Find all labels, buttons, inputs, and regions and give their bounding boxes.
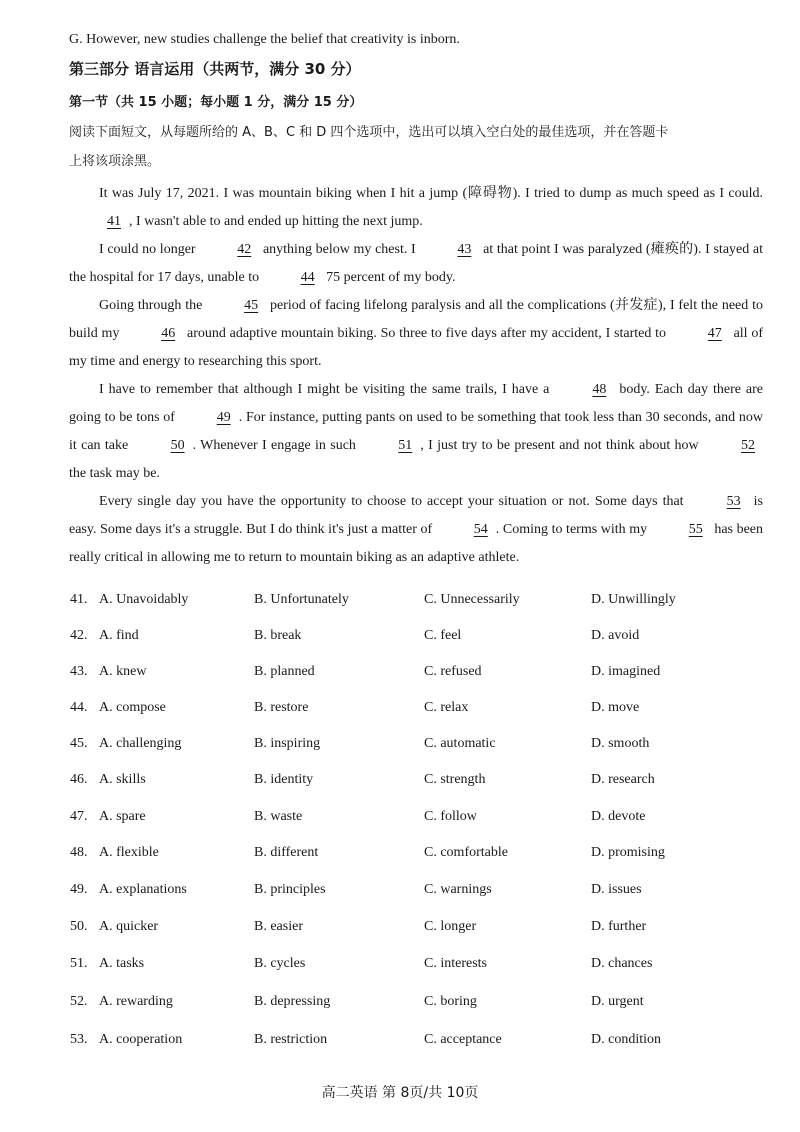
question-number: 47.: [70, 809, 88, 824]
paragraph-text: has been really critical in allowing me to return to mountain biking as an adaptive athlete.: [69, 522, 763, 565]
question-number: 52.: [70, 994, 88, 1009]
option-c: C. follow: [424, 809, 477, 824]
question-number: 45.: [70, 736, 88, 751]
instructions-line-1: 阅读下面短文，从每题所给的 A、B、C 和 D 四个选项中，选出可以填入空白处的最佳选项，并在答题卡: [69, 125, 669, 140]
option-c: C. longer: [424, 919, 477, 934]
paragraph-text: . Coming to terms with my: [495, 522, 648, 537]
option-a: A. quicker: [99, 919, 159, 934]
option-c: C. interests: [424, 956, 487, 971]
option-row-52: [0, 992, 800, 1012]
paragraph-text: is easy. Some days it's a struggle. But I do think it's just a matter of: [69, 494, 764, 537]
option-row-44: [0, 698, 800, 718]
option-a: A. flexible: [99, 845, 159, 860]
option-d: D. imagined: [591, 664, 661, 679]
paragraph-text: . For instance, putting pants on used to be something that took less than 30 seconds, and now it can take: [69, 410, 764, 453]
option-row-51: [0, 954, 800, 974]
option-d: D. move: [591, 700, 640, 715]
paragraph-5: [69, 488, 763, 572]
option-d: D. Unwillingly: [591, 592, 676, 607]
blank-53: 53: [726, 494, 741, 509]
option-d: D. urgent: [591, 994, 644, 1009]
option-a: A. tasks: [99, 956, 145, 971]
page-footer: 高二英语 第 8页/共 10页: [321, 1085, 479, 1101]
paragraph-text: Every single day you have the opportunity to choose to accept your situation or not. Some days that: [99, 494, 684, 509]
question-number: 49.: [70, 882, 88, 897]
blank-50: 50: [170, 438, 185, 453]
paragraph-text: . Whenever I engage in such: [192, 438, 356, 453]
option-a: A. Unavoidably: [99, 592, 189, 607]
question-number: 50.: [70, 919, 88, 934]
paragraph-text: anything below my chest. I: [262, 242, 416, 257]
option-row-43: [0, 662, 800, 682]
subsection-title: 第一节（共 15 小题；每小题 1 分，满分 15 分）: [69, 95, 363, 110]
option-d: D. promising: [591, 845, 665, 860]
option-a: A. compose: [99, 700, 166, 715]
question-number: 42.: [70, 628, 88, 643]
option-a: A. find: [99, 628, 139, 643]
option-c: C. automatic: [424, 736, 496, 751]
option-a: A. cooperation: [99, 1032, 183, 1047]
option-b: B. cycles: [254, 956, 306, 971]
blank-41: 41: [107, 214, 121, 229]
paragraph-text: 75 percent of my body.: [326, 270, 456, 285]
option-b: B. restriction: [254, 1032, 328, 1047]
option-c: C. Unnecessarily: [424, 592, 520, 607]
previous-option-g: G. However, new studies challenge the belief that creativity is inborn.: [69, 32, 460, 47]
cloze-passage: [69, 180, 763, 572]
paragraph-3: [69, 292, 763, 376]
option-b: B. waste: [254, 809, 303, 824]
option-row-48: [0, 843, 800, 863]
option-c: C. refused: [424, 664, 482, 679]
option-d: D. smooth: [591, 736, 650, 751]
option-row-47: [0, 807, 800, 827]
option-d: D. avoid: [591, 628, 640, 643]
option-c: C. comfortable: [424, 845, 508, 860]
blank-45: 45: [244, 298, 259, 313]
option-c: C. acceptance: [424, 1032, 502, 1047]
option-row-46: [0, 770, 800, 790]
paragraph-text: Going through the: [99, 298, 203, 313]
paragraph-text: , I wasn't able to and ended up hitting the next jump.: [129, 214, 423, 229]
option-a: A. challenging: [99, 736, 182, 751]
option-d: D. condition: [591, 1032, 661, 1047]
option-d: D. issues: [591, 882, 642, 897]
blank-49: 49: [216, 410, 231, 425]
paragraph-text: at that point I was paralyzed (瘫痪的). I stayed at the hospital for 17 days, unable to: [69, 242, 764, 285]
blank-52: 52: [741, 438, 756, 453]
option-b: B. break: [254, 628, 302, 643]
paragraph-text: It was July 17, 2021. I was mountain biking when I hit a jump (障碍物). I tried to dump as much speed as I could.: [99, 186, 763, 201]
option-row-49: [0, 880, 800, 900]
question-number: 48.: [70, 845, 88, 860]
question-number: 51.: [70, 956, 88, 971]
blank-42: 42: [237, 242, 252, 257]
option-c: C. strength: [424, 772, 486, 787]
option-b: B. identity: [254, 772, 314, 787]
option-row-42: [0, 626, 800, 646]
paragraph-text: the task may be.: [69, 466, 160, 481]
option-a: A. spare: [99, 809, 146, 824]
option-c: C. feel: [424, 628, 462, 643]
blank-43: 43: [457, 242, 472, 257]
paragraph-text: body. Each day there are going to be tons of: [69, 382, 764, 425]
blank-51: 51: [398, 438, 413, 453]
option-b: B. planned: [254, 664, 315, 679]
option-b: B. principles: [254, 882, 326, 897]
option-b: B. Unfortunately: [254, 592, 349, 607]
blank-48: 48: [592, 382, 607, 397]
option-row-45: [0, 734, 800, 754]
option-a: A. knew: [99, 664, 147, 679]
paragraph-text: , I just try to be present and not think about how: [420, 438, 699, 453]
paragraph-4: [69, 376, 763, 488]
blank-46: 46: [161, 326, 176, 341]
option-row-50: [0, 917, 800, 937]
blank-55: 55: [688, 522, 703, 537]
option-a: A. rewarding: [99, 994, 173, 1009]
option-b: B. easier: [254, 919, 303, 934]
option-a: A. explanations: [99, 882, 187, 897]
question-number: 46.: [70, 772, 88, 787]
question-number: 41.: [70, 592, 88, 607]
instructions-line-2: 上将该项涂黑。: [69, 154, 161, 169]
option-row-41: [0, 590, 800, 610]
option-b: B. restore: [254, 700, 309, 715]
option-c: C. relax: [424, 700, 469, 715]
option-b: B. depressing: [254, 994, 331, 1009]
paragraph-text: I have to remember that although I might be visiting the same trails, I have a: [99, 382, 550, 397]
paragraph-2: [69, 236, 763, 292]
paragraph-text: I could no longer: [99, 242, 196, 257]
option-d: D. devote: [591, 809, 646, 824]
blank-44: 44: [300, 270, 315, 285]
blank-47: 47: [707, 326, 722, 341]
option-c: C. boring: [424, 994, 477, 1009]
option-row-53: [0, 1030, 800, 1050]
paragraph-1: [69, 180, 763, 236]
option-d: D. chances: [591, 956, 653, 971]
paragraph-text: around adaptive mountain biking. So three to five days after my accident, I started to: [187, 326, 667, 341]
question-number: 53.: [70, 1032, 88, 1047]
section-title: 第三部分 语言运用（共两节，满分 30 分）: [69, 60, 361, 78]
option-d: D. research: [591, 772, 655, 787]
question-number: 43.: [70, 664, 88, 679]
blank-54: 54: [473, 522, 488, 537]
option-c: C. warnings: [424, 882, 492, 897]
option-d: D. further: [591, 919, 647, 934]
paragraph-text: all of my time and energy to researching this sport.: [69, 326, 764, 369]
paragraph-text: period of facing lifelong paralysis and all the complications (并发症), I felt the need to build my: [69, 298, 763, 341]
question-number: 44.: [70, 700, 88, 715]
option-b: B. different: [254, 845, 319, 860]
option-b: B. inspiring: [254, 736, 321, 751]
option-a: A. skills: [99, 772, 146, 787]
